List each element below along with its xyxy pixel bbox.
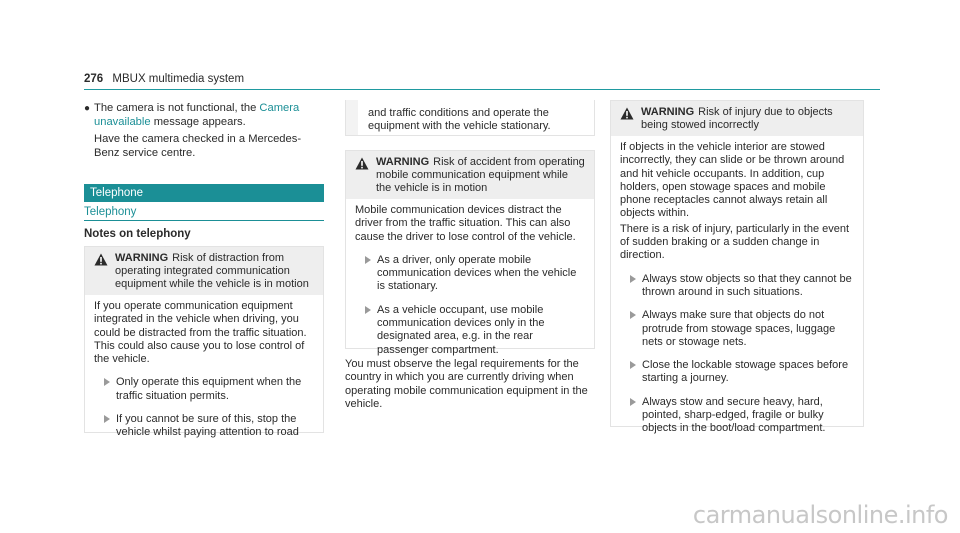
subsection-telephony: Telephony [84,206,137,218]
warning-title: Risk of accident from operating mobile communication equipment while the vehicle is in motion [376,156,585,194]
warning-paragraph: There is a risk of injury, particularly in the event of sudden braking or a sudden change in direction. [620,222,850,262]
warning-item [620,273,855,300]
subsection-rule [84,220,324,221]
warning-item-text: As a vehicle occupant, use mobile communication devices only in the designated area, e.g. in the rear passenger compartment. [377,303,545,356]
warning-item-text: Always make sure that objects do not protrude from stowage spaces, luggage nets or stowage nets. [642,309,836,348]
warning-box-accident [345,150,595,356]
warning-label: WARNING [115,252,169,264]
warning-body [85,295,323,446]
warning-item [355,304,586,357]
camera-bullet [84,102,324,129]
arrow-right-icon [630,275,636,283]
continuation-side-bar [346,100,358,135]
page-header [84,73,244,85]
warning-label: WARNING [376,156,430,168]
warning-box-injury [610,100,864,435]
warning-paragraph: Mobile communication devices distract the driver from the traffic situation. This can also cause the driver to lose control of the vehicle. [355,204,576,243]
page-number: 276 [84,73,104,85]
warning-body [611,136,863,442]
camera-unavailable-link[interactable]: Camera unavailable [94,102,300,128]
column-1 [84,100,324,160]
warning-item-text: If you cannot be sure of this, stop the vehicle whilst paying attention to road [116,413,299,439]
bullet-subtext: Have the camera checked in a Mercedes-Benz service centre. [94,133,302,159]
bullet-text-pre: The camera is not functional, the [94,102,260,114]
warning-item [620,309,855,349]
arrow-right-icon [630,311,636,319]
warning-header [611,101,863,136]
arrow-right-icon [365,256,371,264]
warning-body [346,199,594,363]
warning-continuation-box [345,100,595,136]
warning-triangle-icon [355,157,369,170]
warning-header [346,151,594,199]
warning-item-text: Always stow and secure heavy, hard, pointed, sharp-edged, fragile or bulky objects in the boot/load compartment. [642,395,826,435]
warning-paragraph: If objects in the vehicle interior are stowed incorrectly, they can slide or be thrown around and hit vehicle occupants. In addition, cup holders, open stowage spaces and mobile phone receptacles cannot always retain all objects within. [620,141,845,220]
header-rule [84,89,880,90]
warning-item [355,254,586,294]
warning-item [620,359,855,386]
warning-box-distraction [84,246,324,439]
arrow-right-icon [104,378,110,386]
legal-requirements-paragraph: You must observe the legal requirements for the country in which you are currently driving when operating mobile communication equipment in the vehicle. [345,358,588,410]
warning-label: WARNING [641,106,695,118]
notes-title: Notes on telephony [84,228,191,240]
warning-triangle-icon [94,253,108,266]
warning-title: Risk of distraction from operating integrated communication equipment while the vehicle is in motion [115,252,309,290]
warning-paragraph: If you operate communication equipment integrated in the vehicle when driving, you could be distracted from the traffic situation. This could also cause you to lose control of the vehicle. [94,300,307,366]
watermark-logo: carmanualsonline.info [692,501,948,529]
arrow-right-icon [630,398,636,406]
warning-item [620,396,855,436]
arrow-right-icon [630,361,636,369]
arrow-right-icon [104,415,110,423]
warning-item-text: Only operate this equipment when the traffic situation permits. [116,376,302,402]
header-title: MBUX multimedia system [112,73,245,85]
bullet-dot-icon: ● [84,103,91,114]
warning-item-text: Close the lockable stowage spaces before starting a journey. [642,359,849,385]
warning-item [94,376,315,403]
warning-item [94,413,315,440]
arrow-right-icon [365,306,371,314]
section-bar-telephone: Telephone [84,184,324,202]
warning-item-text: Always stow objects so that they cannot be thrown around in such situations. [642,272,852,298]
warning-title: Risk of injury due to objects being stowed incorrectly [641,106,833,131]
continuation-text: and traffic conditions and operate the equipment with the vehicle stationary. [368,107,551,133]
bullet-text-post: message appears. [150,115,246,128]
warning-item-text: As a driver, only operate mobile communication devices when the vehicle is stationary. [377,253,577,293]
warning-header [85,247,323,295]
warning-triangle-icon [620,107,634,120]
